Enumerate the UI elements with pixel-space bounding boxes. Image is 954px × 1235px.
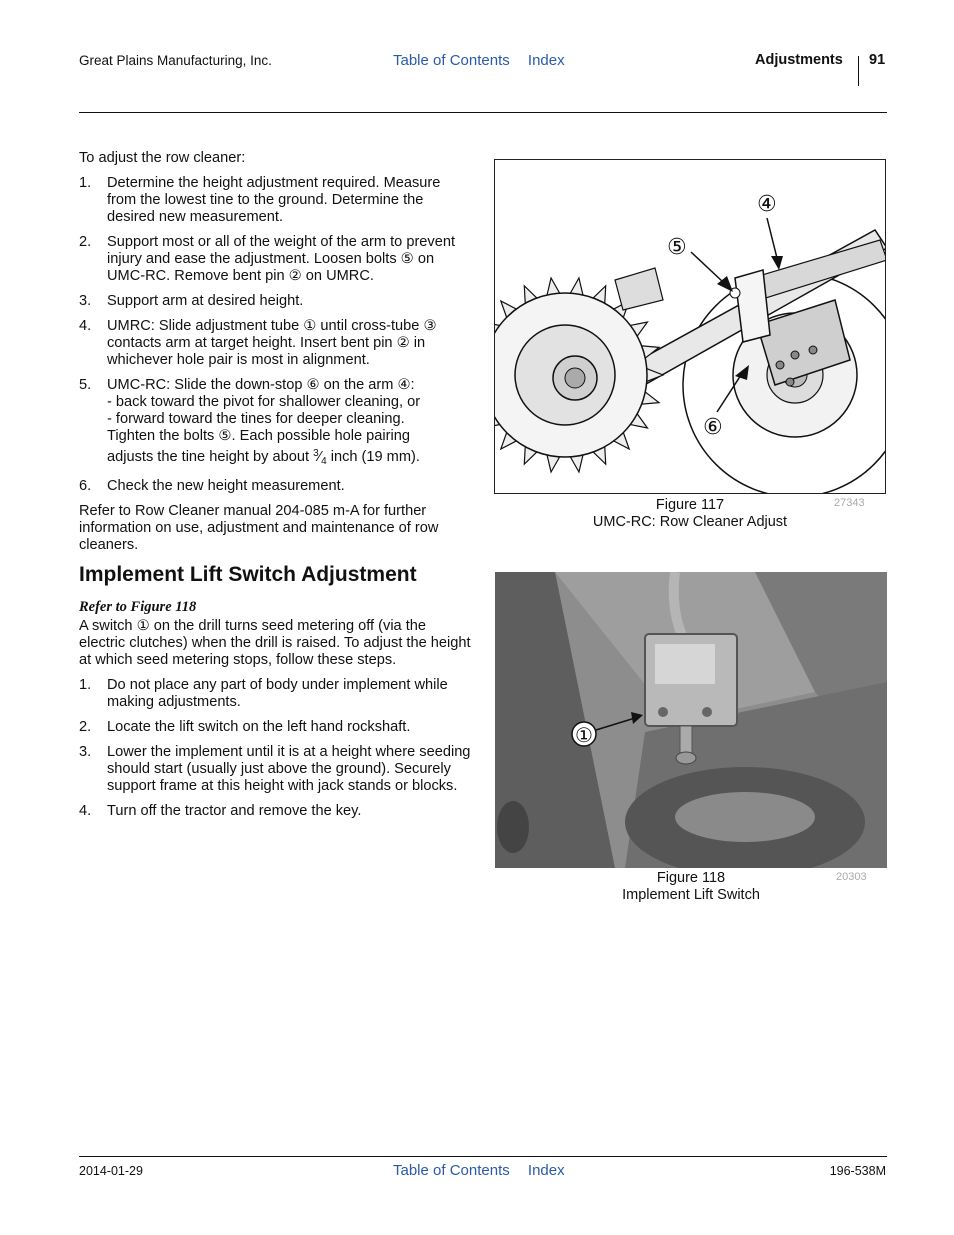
callout-6: ⑥ xyxy=(703,415,723,440)
footer-date: 2014-01-29 xyxy=(79,1164,143,1178)
list-item: 5. UMC-RC: Slide the down-stop ⑥ on the arm ④: - back toward the pivot for shallower cleaning, or - forward toward the tines for deeper cleaning. Tighten the bolts ⑤. Each possible hole pairing adjusts the tine height by about $^3⁄_4$ inch (19 mm). xyxy=(79,377,421,467)
header-divider xyxy=(858,56,859,86)
page-number: 91 xyxy=(869,52,886,68)
section-heading: Implement Lift Switch Adjustment xyxy=(79,563,417,586)
figure-118-title: Figure 118 xyxy=(656,870,726,886)
figure-118-number: 20303 xyxy=(836,871,867,883)
row-cleaner-intro: To adjust the row cleaner: xyxy=(79,150,246,166)
footer-rule xyxy=(79,1156,887,1157)
section-title: Adjustments xyxy=(755,52,843,68)
index-link[interactable]: Index xyxy=(527,52,565,69)
list-item: 3. Support arm at desired height. xyxy=(79,293,304,309)
list-item: 4. Turn off the tractor and remove the key. xyxy=(79,803,362,819)
index-link[interactable]: Index xyxy=(527,1162,565,1179)
toc-link[interactable]: Table of Contents xyxy=(393,1162,510,1179)
figure-117-title: Figure 117 xyxy=(655,497,725,513)
list-item: 1. Do not place any part of body under implement while making adjustments. xyxy=(79,677,448,710)
list-item: 3. Lower the implement until it is at a height where seeding should start (usually just above the ground). Securely support frame at this height with jack stands or blocks. xyxy=(79,744,471,794)
lift-switch-steps xyxy=(79,677,471,820)
lift-switch-section xyxy=(79,618,471,820)
header-nav xyxy=(393,52,579,69)
lift-switch-intro: A switch ① on the drill turns seed metering off (via the electric clutches) when the drill is raised. To adjust the height at which seed metering stops, follow these steps. xyxy=(79,618,471,668)
figure-117-image xyxy=(494,159,886,494)
figure-118-caption xyxy=(495,870,887,904)
row-cleaner-illustration xyxy=(495,160,886,494)
header-rule xyxy=(79,112,887,113)
list-item: 1. Determine the height adjustment required. Measure from the lowest tine to the ground. Determine the desired new measurement. xyxy=(79,175,441,225)
doc-number: 196-538M xyxy=(829,1164,886,1178)
callout-5: ⑤ xyxy=(667,235,687,260)
footer-nav xyxy=(393,1162,579,1179)
list-item: 2. Locate the lift switch on the left hand rockshaft. xyxy=(79,719,411,735)
callout-1: ① xyxy=(575,723,593,747)
toc-link[interactable]: Table of Contents xyxy=(393,52,510,69)
list-item: 2. Support most or all of the weight of the arm to prevent injury and ease the adjustment. Loosen bolts ⑤ on UMC-RC. Remove bent pin ② on UMRC. xyxy=(79,234,455,284)
lift-switch-photo xyxy=(495,572,887,868)
company-name: Great Plains Manufacturing, Inc. xyxy=(79,53,272,68)
list-item: 6. Check the new height measurement. xyxy=(79,478,345,494)
row-cleaner-steps xyxy=(79,175,471,495)
figure-117-desc: UMC-RC: Row Cleaner Adjust xyxy=(592,514,788,530)
row-cleaner-refer: Refer to Row Cleaner manual 204-085 m-A for further information on use, adjustment and maintenance of row cleaners. xyxy=(79,503,439,553)
figure-118-desc: Implement Lift Switch xyxy=(622,887,760,903)
figure-118-image xyxy=(495,572,887,868)
callout-4: ④ xyxy=(757,192,777,217)
list-item: 4. UMRC: Slide adjustment tube ① until cross-tube ③ contacts arm at target height. Insert bent pin ② in whichever hole pair is most in alignment. xyxy=(79,318,437,368)
figure-117-number: 27343 xyxy=(834,497,865,509)
figure-reference: Refer to Figure 118 xyxy=(79,599,197,615)
figure-117-caption xyxy=(494,497,886,531)
row-cleaner-section xyxy=(79,150,471,554)
